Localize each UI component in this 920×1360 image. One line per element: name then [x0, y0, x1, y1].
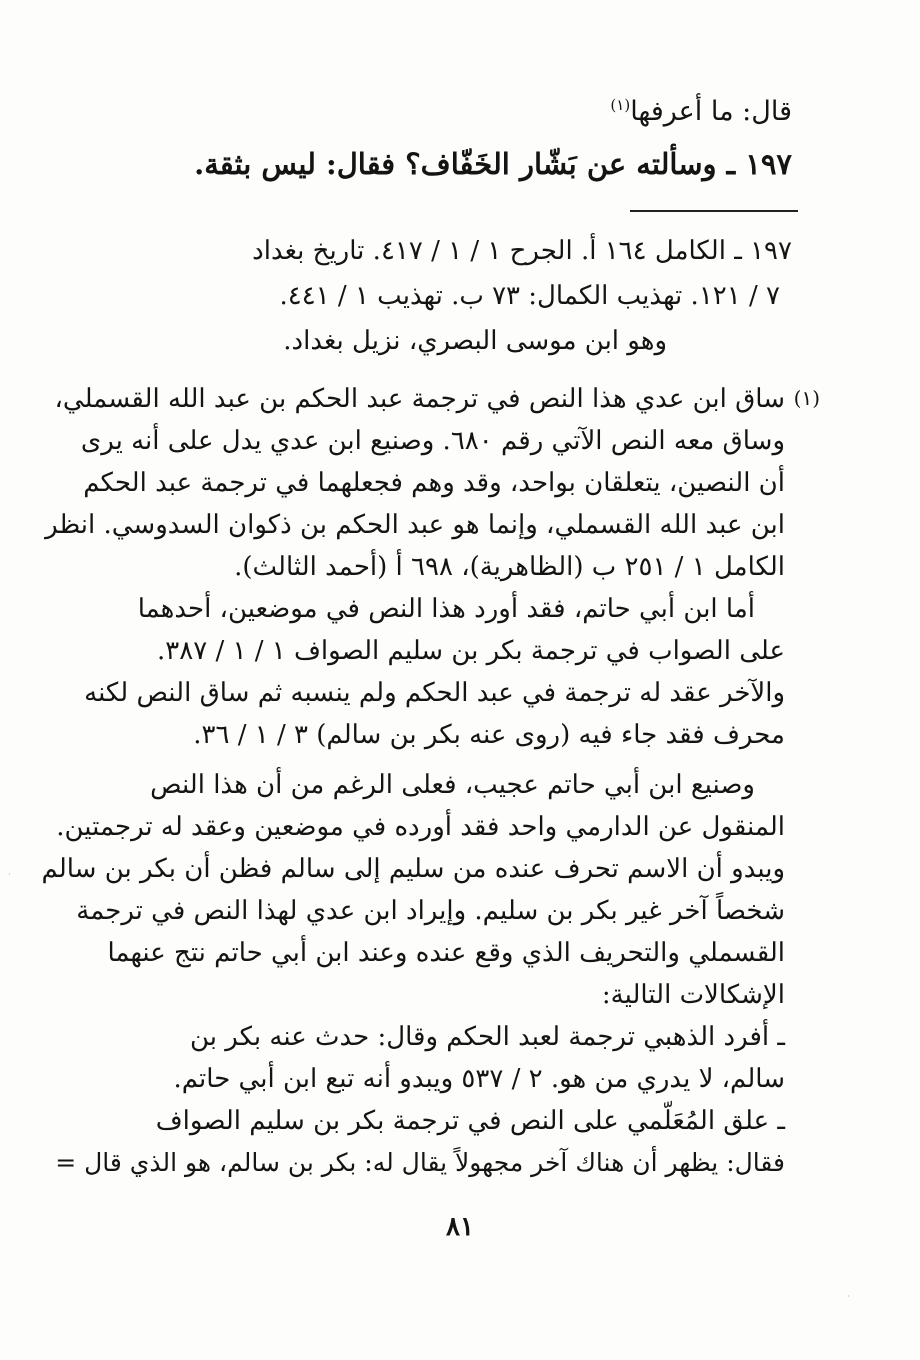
footnote-line-4: [45, 512, 785, 538]
footnote-text: وساق معه النص الآتي رقم ٦٨٠. وصنيع ابن عدي يدل على أنه يرى: [80, 426, 785, 456]
reference-text: ١٩٧ ـ الكامل ١٦٤ أ. الجرح ١ / ١ / ٤١٧. تاريخ بغداد: [252, 236, 792, 266]
footnote-text: أن النصين، يتعلقان بواحد، وقد وهم فجعلهما في ترجمة عبد الحكم: [83, 468, 785, 498]
footnote-text: ـ علق المُعَلّمي على النص في ترجمة بكر بن سليم الصواف: [155, 1106, 785, 1136]
entry-197-text: ١٩٧ ـ وسألته عن بَشّار الخَفّاف؟ فقال: ليس بثقة.: [194, 147, 792, 181]
footnote-line-16: [190, 1024, 785, 1050]
footnote-text: محرف فقد جاء فيه (روى عنه بكر بن سالم) ٣ / ١ / ٣٦.: [193, 720, 785, 750]
footnote-text: ـ أفرد الذهبي ترجمة لعبد الحكم وقال: حدث عنه بكر بن: [189, 1022, 785, 1052]
scan-speck: ·: [8, 870, 11, 879]
reference-text: وهو ابن موسى البصري، نزيل بغداد.: [283, 326, 667, 356]
footnote-line-11: [56, 814, 785, 840]
footnote-line-19: [55, 1150, 785, 1175]
scan-speck: ·: [847, 1292, 850, 1301]
footnote-line-13: [76, 898, 785, 924]
footnote-text: ويبدو أن الاسم تحرف عنده من سليم إلى سالم فظن أن بكر بن سالم: [41, 854, 785, 884]
footnote-marker: (١): [610, 96, 631, 114]
footnote-line-3: [83, 470, 785, 496]
page-number: ٨١: [446, 1212, 474, 1242]
footnote-text: الإشكالات التالية:: [601, 980, 785, 1010]
footnote-text: أما ابن أبي حاتم، فقد أورد هذا النص في موضعين، أحدهما: [137, 594, 755, 624]
footnote-line-7: [157, 638, 785, 664]
footnote-line-18: [156, 1108, 785, 1134]
footnote-text: شخصاً آخر غير بكر بن سليم. وإيراد ابن عدي لهذا النص في ترجمة: [76, 896, 785, 926]
footnote-number: (١): [793, 386, 820, 410]
footnote-line-15: [602, 982, 785, 1008]
reference-line-2: [279, 283, 780, 309]
footnote-line-8: [84, 680, 785, 706]
footnote-separator: [630, 210, 798, 212]
reference-text: ٧ / ١٢١. تهذيب الكمال: ٧٣ ب. تهذيب ١ / ٤٤١.: [279, 281, 780, 311]
footnote-text: ساق ابن عدي هذا النص في ترجمة عبد الحكم بن عبد الله القسملي،: [54, 384, 785, 414]
footnote-text: المنقول عن الدارمي واحد فقد أورده في موضعين وعقد له ترجمتين.: [56, 812, 785, 842]
body-line-1: [610, 98, 792, 125]
body-text: قال: ما أعرفها: [630, 96, 792, 127]
footnote-line-9: [193, 722, 785, 748]
footnote-line-2: [81, 428, 785, 454]
footnote-line-17: [173, 1066, 785, 1092]
footnote-text: الكامل ١ / ٢٥١ ب (الظاهرية)، ٦٩٨ أ (أحمد الثالث).: [234, 552, 785, 582]
footnote-line-5: [234, 554, 785, 580]
footnote-text: القسملي والتحريف الذي وقع عنده وعند ابن أبي حاتم نتج عنهما: [107, 938, 785, 968]
footnote-line-14: [107, 940, 785, 966]
footnote-line-6: [138, 596, 755, 622]
entry-197-line: [194, 147, 792, 181]
footnote-text: والآخر عقد له ترجمة في عبد الحكم ولم ينسبه ثم ساق النص لكنه: [84, 678, 785, 708]
footnote-text: على الصواب في ترجمة بكر بن سليم الصواف ١ / ١ / ٣٨٧.: [157, 636, 785, 666]
footnote-line-10: [150, 772, 755, 798]
footnote-line-12: [42, 856, 785, 882]
footnote-text: فقال: يظهر أن هناك آخر مجهولاً يقال له: بكر بن سالم، هو الذي قال =: [55, 1148, 785, 1177]
reference-line-3: [283, 328, 667, 354]
footnote-line-1: [55, 386, 786, 412]
footnote-text: وصنيع ابن أبي حاتم عجيب، فعلى الرغم من أن هذا النص: [150, 770, 755, 800]
footnote-text: سالم، لا يدري من هو. ٢ / ٥٣٧ ويبدو أنه تبع ابن أبي حاتم.: [173, 1064, 785, 1094]
reference-line-1: [252, 238, 792, 264]
footnote-text: ابن عبد الله القسملي، وإنما هو عبد الحكم بن ذكوان السدوسي. انظر: [45, 510, 785, 540]
